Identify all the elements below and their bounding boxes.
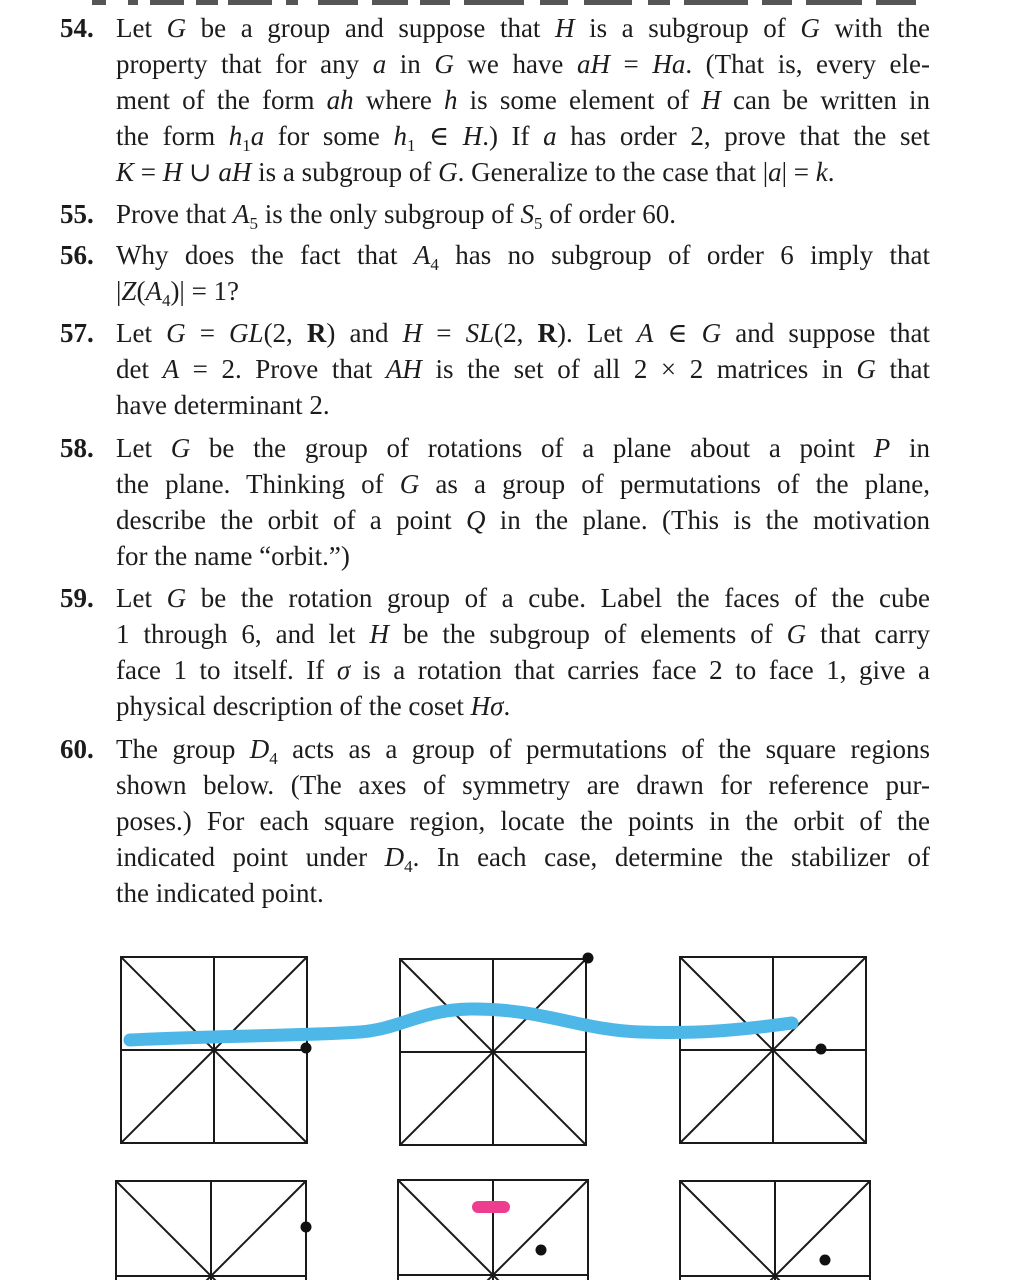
text-line: describe the orbit of a point Q in the plane. (This is the motivation [116, 505, 930, 535]
exercise-number: 59. [60, 583, 94, 613]
exercise-text [116, 196, 930, 232]
text-line: 1 through 6, and let H be the subgroup of elements of G that carry [116, 619, 930, 649]
text-line: property that for any a in G we have aH = Ha. (That is, every ele- [116, 49, 930, 79]
text-line: Let G be a group and suppose that H is a subgroup of G with the [116, 13, 931, 43]
exercise-number: 60. [60, 734, 94, 764]
text-line: face 1 to itself. If σ is a rotation that carries face 2 to face 1, give a [116, 655, 930, 685]
exercise-text [116, 430, 930, 574]
text-line: the form $h_1a$ for some $h_1$ ∈ H.) If a has order 2, prove that the set [116, 121, 930, 155]
text-line: Why does the fact that $A_4$ has no subgroup of order 6 imply that [116, 240, 930, 274]
blue-marker-annotation [130, 1009, 792, 1040]
exercise-text [116, 731, 930, 911]
text-line: The group $D_4$ acts as a group of permutations of the square regions [116, 734, 930, 768]
text-line: the plane. Thinking of G as a group of permutations of the plane, [116, 469, 930, 499]
exercise-number: 57. [60, 318, 94, 348]
text-line: Let G = GL(2, R) and H = SL(2, R). Let A ∈ G and suppose that [116, 318, 930, 348]
exercise-number: 56. [60, 240, 94, 270]
indicated-point [301, 1043, 312, 1054]
exercise-text [116, 315, 930, 423]
exercise-text [116, 237, 930, 309]
indicated-point [301, 1222, 312, 1233]
exercise-text [116, 580, 930, 724]
text-line: $|Z(A_4)| = 1$? [116, 276, 240, 310]
text-line: poses.) For each square region, locate the points in the orbit of the [116, 806, 930, 836]
text-line: Let G be the rotation group of a cube. Label the faces of the cube [116, 583, 930, 613]
indicated-point [816, 1044, 827, 1055]
text-line: shown below. (The axes of symmetry are drawn for reference pur- [116, 770, 930, 800]
indicated-point [583, 953, 594, 964]
text-line: the indicated point. [116, 878, 324, 908]
square-regions-diagram [0, 940, 1036, 1280]
text-line: K = H ∪ aH is a subgroup of G. Generalize to the case that |a| = k. [116, 157, 835, 187]
text-line: ment of the form ah where h is some element of H can be written in [116, 85, 931, 115]
exercise-number: 54. [60, 13, 94, 43]
text-line: Prove that $A_5$ is the only subgroup of $S_5$ of order 60. [116, 199, 676, 233]
indicated-point [820, 1255, 831, 1266]
text-line: indicated point under $D_4$. In each case, determine the stabilizer of [116, 842, 930, 876]
text-line: Let G be the group of rotations of a plane about a point P in [116, 433, 930, 463]
exercise-number: 58. [60, 433, 94, 463]
text-line: for the name “orbit.”) [116, 541, 350, 571]
text-line: det A = 2. Prove that AH is the set of all 2 × 2 matrices in G that [116, 354, 930, 384]
exercise-text [116, 10, 930, 190]
exercise-number: 55. [60, 199, 94, 229]
text-line: have determinant 2. [116, 390, 330, 420]
text-line: physical description of the coset Hσ. [116, 691, 511, 721]
square-regions-figure [0, 940, 1036, 1280]
indicated-point [536, 1245, 547, 1256]
